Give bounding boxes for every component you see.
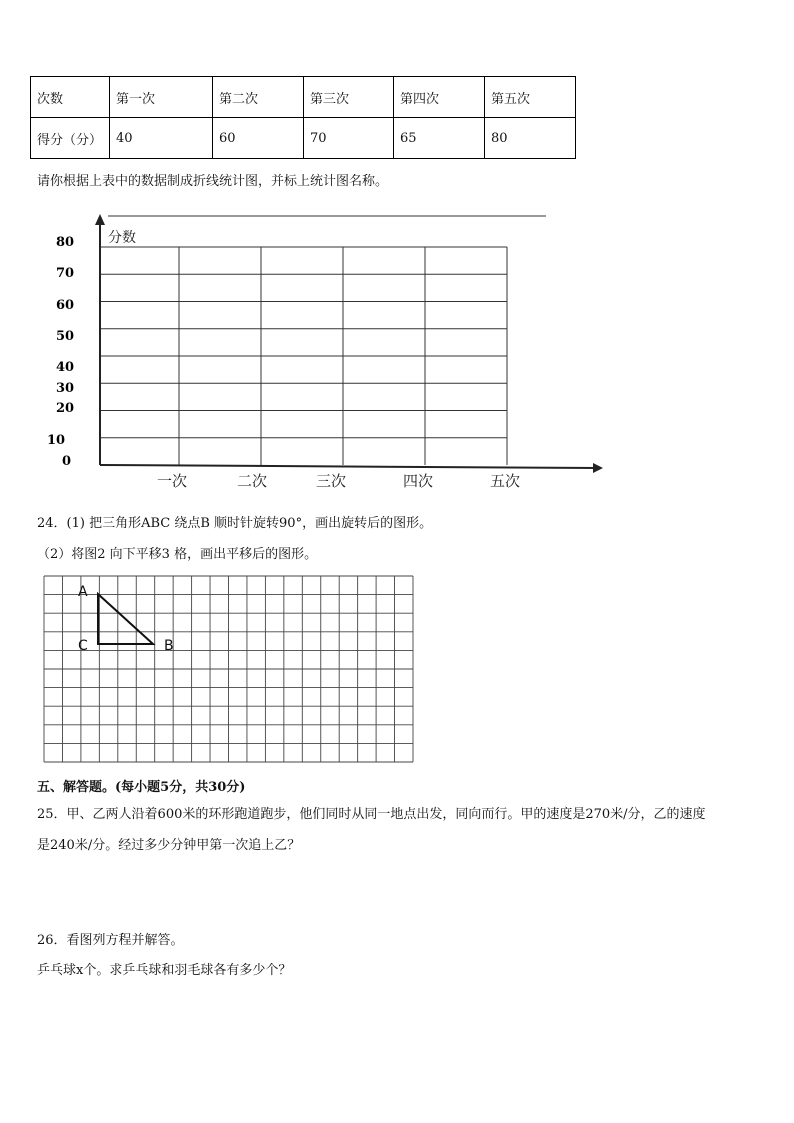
q25-line2: 是240米/分。经过多少分钟甲第一次追上乙？ xyxy=(37,838,301,853)
y-tick-label: 10 xyxy=(47,433,66,448)
y-tick-label: 40 xyxy=(56,360,75,375)
table-cell: 65 xyxy=(394,118,485,159)
q24-part2: （2）将图2 向下平移3 格，画出平移后的图形。 xyxy=(37,547,318,562)
x-tick-label: 二次 xyxy=(237,472,268,490)
table-cell: 第四次 xyxy=(394,77,485,118)
table-cell: 第五次 xyxy=(485,77,576,118)
table-cell: 60 xyxy=(213,118,304,159)
q26-line1: 26．看图列方程并解答。 xyxy=(37,933,184,948)
table-cell: 80 xyxy=(485,118,576,159)
q23-instruction: 请你根据上表中的数据制成折线统计图，并标上统计图名称。 xyxy=(37,174,389,189)
point-label-a: A xyxy=(78,584,88,600)
table-cell: 第二次 xyxy=(213,77,304,118)
table-cell: 70 xyxy=(304,118,394,159)
table-cell: 第三次 xyxy=(304,77,394,118)
y-tick-label: 30 xyxy=(56,381,75,396)
y-tick-label: 60 xyxy=(56,298,75,313)
point-label-c: C xyxy=(78,638,88,654)
table-cell: 得分（分） xyxy=(31,118,110,159)
table-cell: 40 xyxy=(110,118,213,159)
x-tick-label: 四次 xyxy=(403,472,434,490)
q25-line1: 25．甲、乙两人沿着600米的环形跑道跑步，他们同时从同一地点出发，同向而行。甲的速度是270米/分，乙的速度 xyxy=(37,807,706,822)
y-tick-label: 70 xyxy=(56,266,75,281)
y-tick-label: 80 xyxy=(56,235,75,250)
y-tick-label: 50 xyxy=(56,329,75,344)
point-label-b: B xyxy=(164,638,174,654)
q26-line2: 乒乓球x个。求乒乓球和羽毛球各有多少个？ xyxy=(37,963,292,978)
y-axis-title: 分数 xyxy=(108,230,136,246)
x-tick-label: 三次 xyxy=(316,472,347,490)
q24-part1: 24．(1) 把三角形ABC 绕点B 顺时针旋转90°，画出旋转后的图形。 xyxy=(37,516,433,531)
table-cell: 次数 xyxy=(31,77,110,118)
table-cell: 第一次 xyxy=(110,77,213,118)
section-heading: 五、解答题。(每小题5分，共30分) xyxy=(37,780,246,795)
x-tick-label: 一次 xyxy=(157,472,188,490)
x-tick-label: 五次 xyxy=(490,472,521,490)
y-tick-label: 20 xyxy=(56,401,75,416)
y-tick-label: 0 xyxy=(62,454,72,469)
triangle-abc xyxy=(98,594,153,644)
